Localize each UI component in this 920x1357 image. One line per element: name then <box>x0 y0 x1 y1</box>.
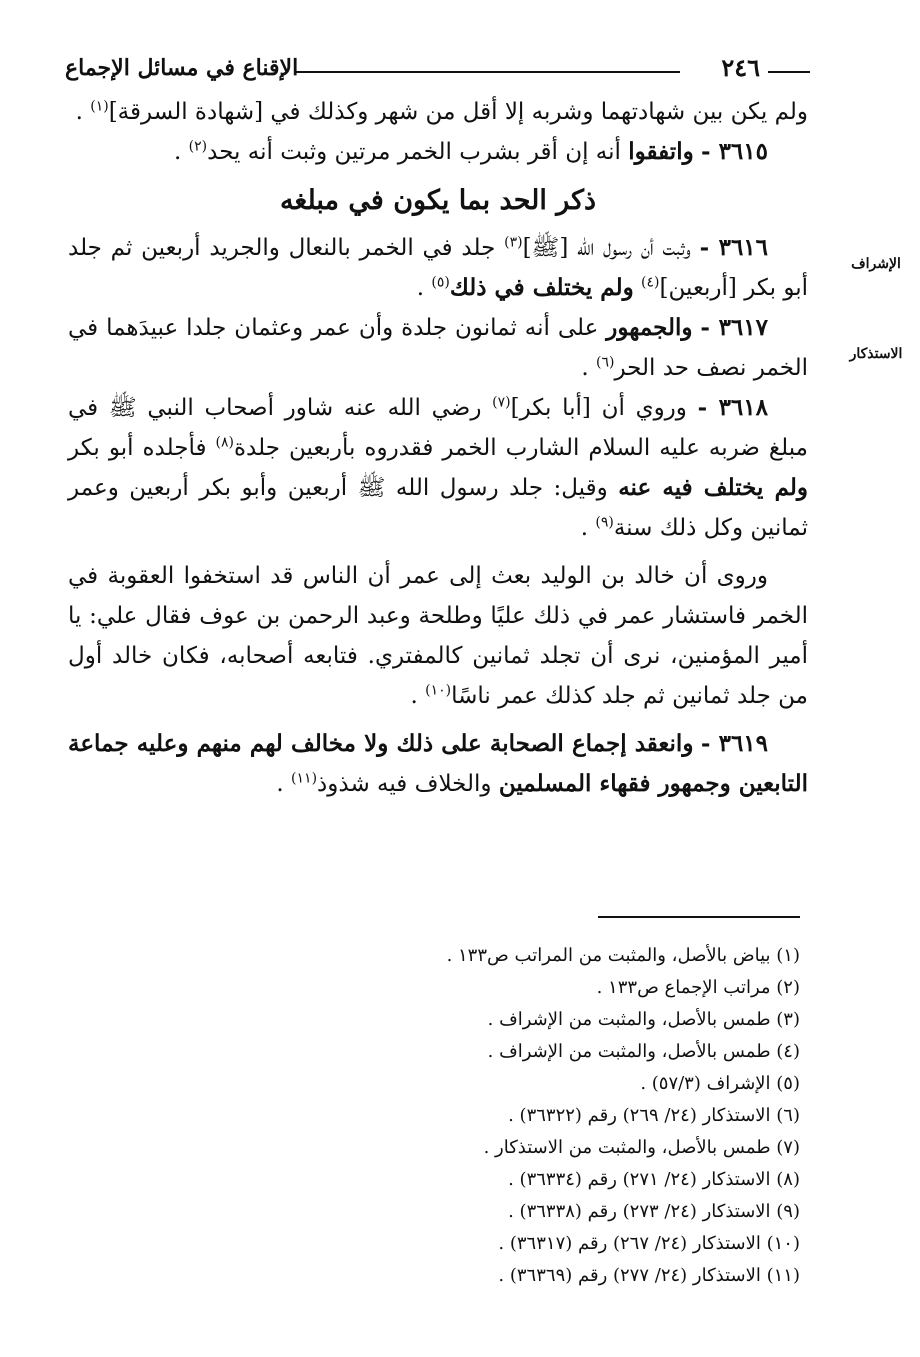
footnote-separator <box>598 916 800 918</box>
header-rule-middle <box>295 71 680 73</box>
footnote-9: (٩) الاستذكار (٢٤/ ٢٧٣) رقم (٣٦٣٣٨) . <box>508 1201 800 1222</box>
page-number: ٢٤٦ <box>721 53 760 82</box>
running-header <box>65 52 810 84</box>
section-heading: ذكر الحد بما يكون في مبلغه <box>279 185 597 216</box>
footnote-4: (٤) طمس بالأصل، والمثبت من الإشراف . <box>487 1041 800 1062</box>
main-text <box>68 92 808 804</box>
paragraph-number: ٣٦١٦ - <box>699 234 769 261</box>
paragraph-number: ٣٦١٩ - <box>700 730 769 757</box>
footnote-ref: (٨) <box>215 434 234 451</box>
paragraph-khalid: وروى أن خالد بن الوليد بعث إلى عمر أن الناس قد استخفوا العقوبة في الخمر فاستشار عمر في ذلك عليًا وطلحة وعبد الرحمن بن عوف فقال علي: يا أمير المؤمنين، نرى أن تجلد ثمانين كالمفتري. فتابعه أصحابه، فكان خالد أول من جلد ثمانين ثم جلد كذلك عمر ناسًا$^{(١٠)}$ . <box>68 563 808 709</box>
footnote-ref: (١) <box>90 98 109 115</box>
footnote-ref: (٢) <box>188 138 208 155</box>
footnote-3: (٣) طمس بالأصل، والمثبت من الإشراف . <box>487 1009 800 1030</box>
footnote-1: (١) بياض بالأصل، والمثبت من المراتب ص١٣٣ . <box>446 945 800 966</box>
footnote-10: (١٠) الاستذكار (٢٤/ ٢٦٧) رقم (٣٦٣١٧) . <box>498 1233 800 1254</box>
footnote-6: (٦) الاستذكار (٢٤/ ٢٦٩) رقم (٣٦٣٢٢) . <box>508 1105 800 1126</box>
footnote-ref: (١١) <box>291 770 318 787</box>
footnote-ref: (٩) <box>595 514 614 531</box>
footnote-ref: (١٠) <box>425 682 452 699</box>
side-label-istidhkar: الاستذكار <box>849 346 903 362</box>
footnote-ref: (٤) <box>641 274 660 291</box>
paragraph-3616: ٣٦١٦ - وثبت أن رسول الله [ﷺ]$^{(٣)}$ جلد في الخمر بالنعال والجريد أربعين ثم جلد أبو بكر [أربعين]$^{(٤)}$ ولم يختلف في ذلك$^{(٥)}$ . <box>68 234 808 301</box>
side-label-ishraf: الإشراف <box>851 256 901 272</box>
header-rule-right <box>768 71 810 73</box>
footnote-7: (٧) طمس بالأصل، والمثبت من الاستذكار . <box>483 1137 800 1158</box>
footnote-8: (٨) الاستذكار (٢٤/ ٢٧١) رقم (٣٦٣٣٤) . <box>508 1169 800 1190</box>
paragraph-3615: ٣٦١٥ - واتفقوا أنه إن أقر بشرب الخمر مرتين وثبت أنه يحد$^{(٢)}$ . <box>174 138 768 165</box>
paragraph-number: ٣٦١٧ - <box>700 314 768 341</box>
book-title: الإقناع في مسائل الإجماع <box>65 55 299 81</box>
footnote-ref: (٣) <box>504 234 523 251</box>
paragraph-number: ٣٦١٨ - <box>697 394 768 421</box>
paragraph-3618: ٣٦١٨ - وروي أن [أبا بكر]$^{(٧)}$ رضي الله عنه شاور أصحاب النبي ﷺ في مبلغ ضربه عليه السلام الشارب الخمر فقدروه بأربعين جلدة$^{(٨)}$ فأجلده أبو بكر ولم يختلف فيه عنه وقيل: جلد رسول الله ﷺ أربعين وأبو بكر أربعين وعمر ثمانين وكل ذلك سنة$^{(٩)}$ . <box>68 394 808 541</box>
footnote-ref: (٥) <box>431 274 450 291</box>
footnote-ref: (٦) <box>595 354 615 371</box>
footnote-ref: (٧) <box>492 394 511 411</box>
footnote-5: (٥) الإشراف (٥٧/٣) . <box>640 1073 800 1094</box>
footnote-11: (١١) الاستذكار (٢٤/ ٢٧٧) رقم (٣٦٣٦٩) . <box>498 1265 800 1286</box>
paragraph-number: ٣٦١٥ - <box>701 138 768 165</box>
paragraph-continuation: ولم يكن بين شهادتهما وشربه إلا أقل من شهر وكذلك في [شهادة السرقة]$^{(١)}$ . <box>75 98 808 125</box>
paragraph-3619: ٣٦١٩ - وانعقد إجماع الصحابة على ذلك ولا مخالف لهم منهم وعليه جماعة التابعين وجمهور فقهاء المسلمين والخلاف فيه شذوذ$^{(١١)}$ . <box>68 730 808 797</box>
paragraph-3617: ٣٦١٧ - والجمهور على أنه ثمانون جلدة وأن عمر وعثمان جلدا عبيدَهما في الخمر نصف حد الحر$^{(٦)}$ . <box>68 314 808 381</box>
footnote-2: (٢) مراتب الإجماع ص١٣٣ . <box>596 977 800 998</box>
footnotes <box>360 940 800 1292</box>
